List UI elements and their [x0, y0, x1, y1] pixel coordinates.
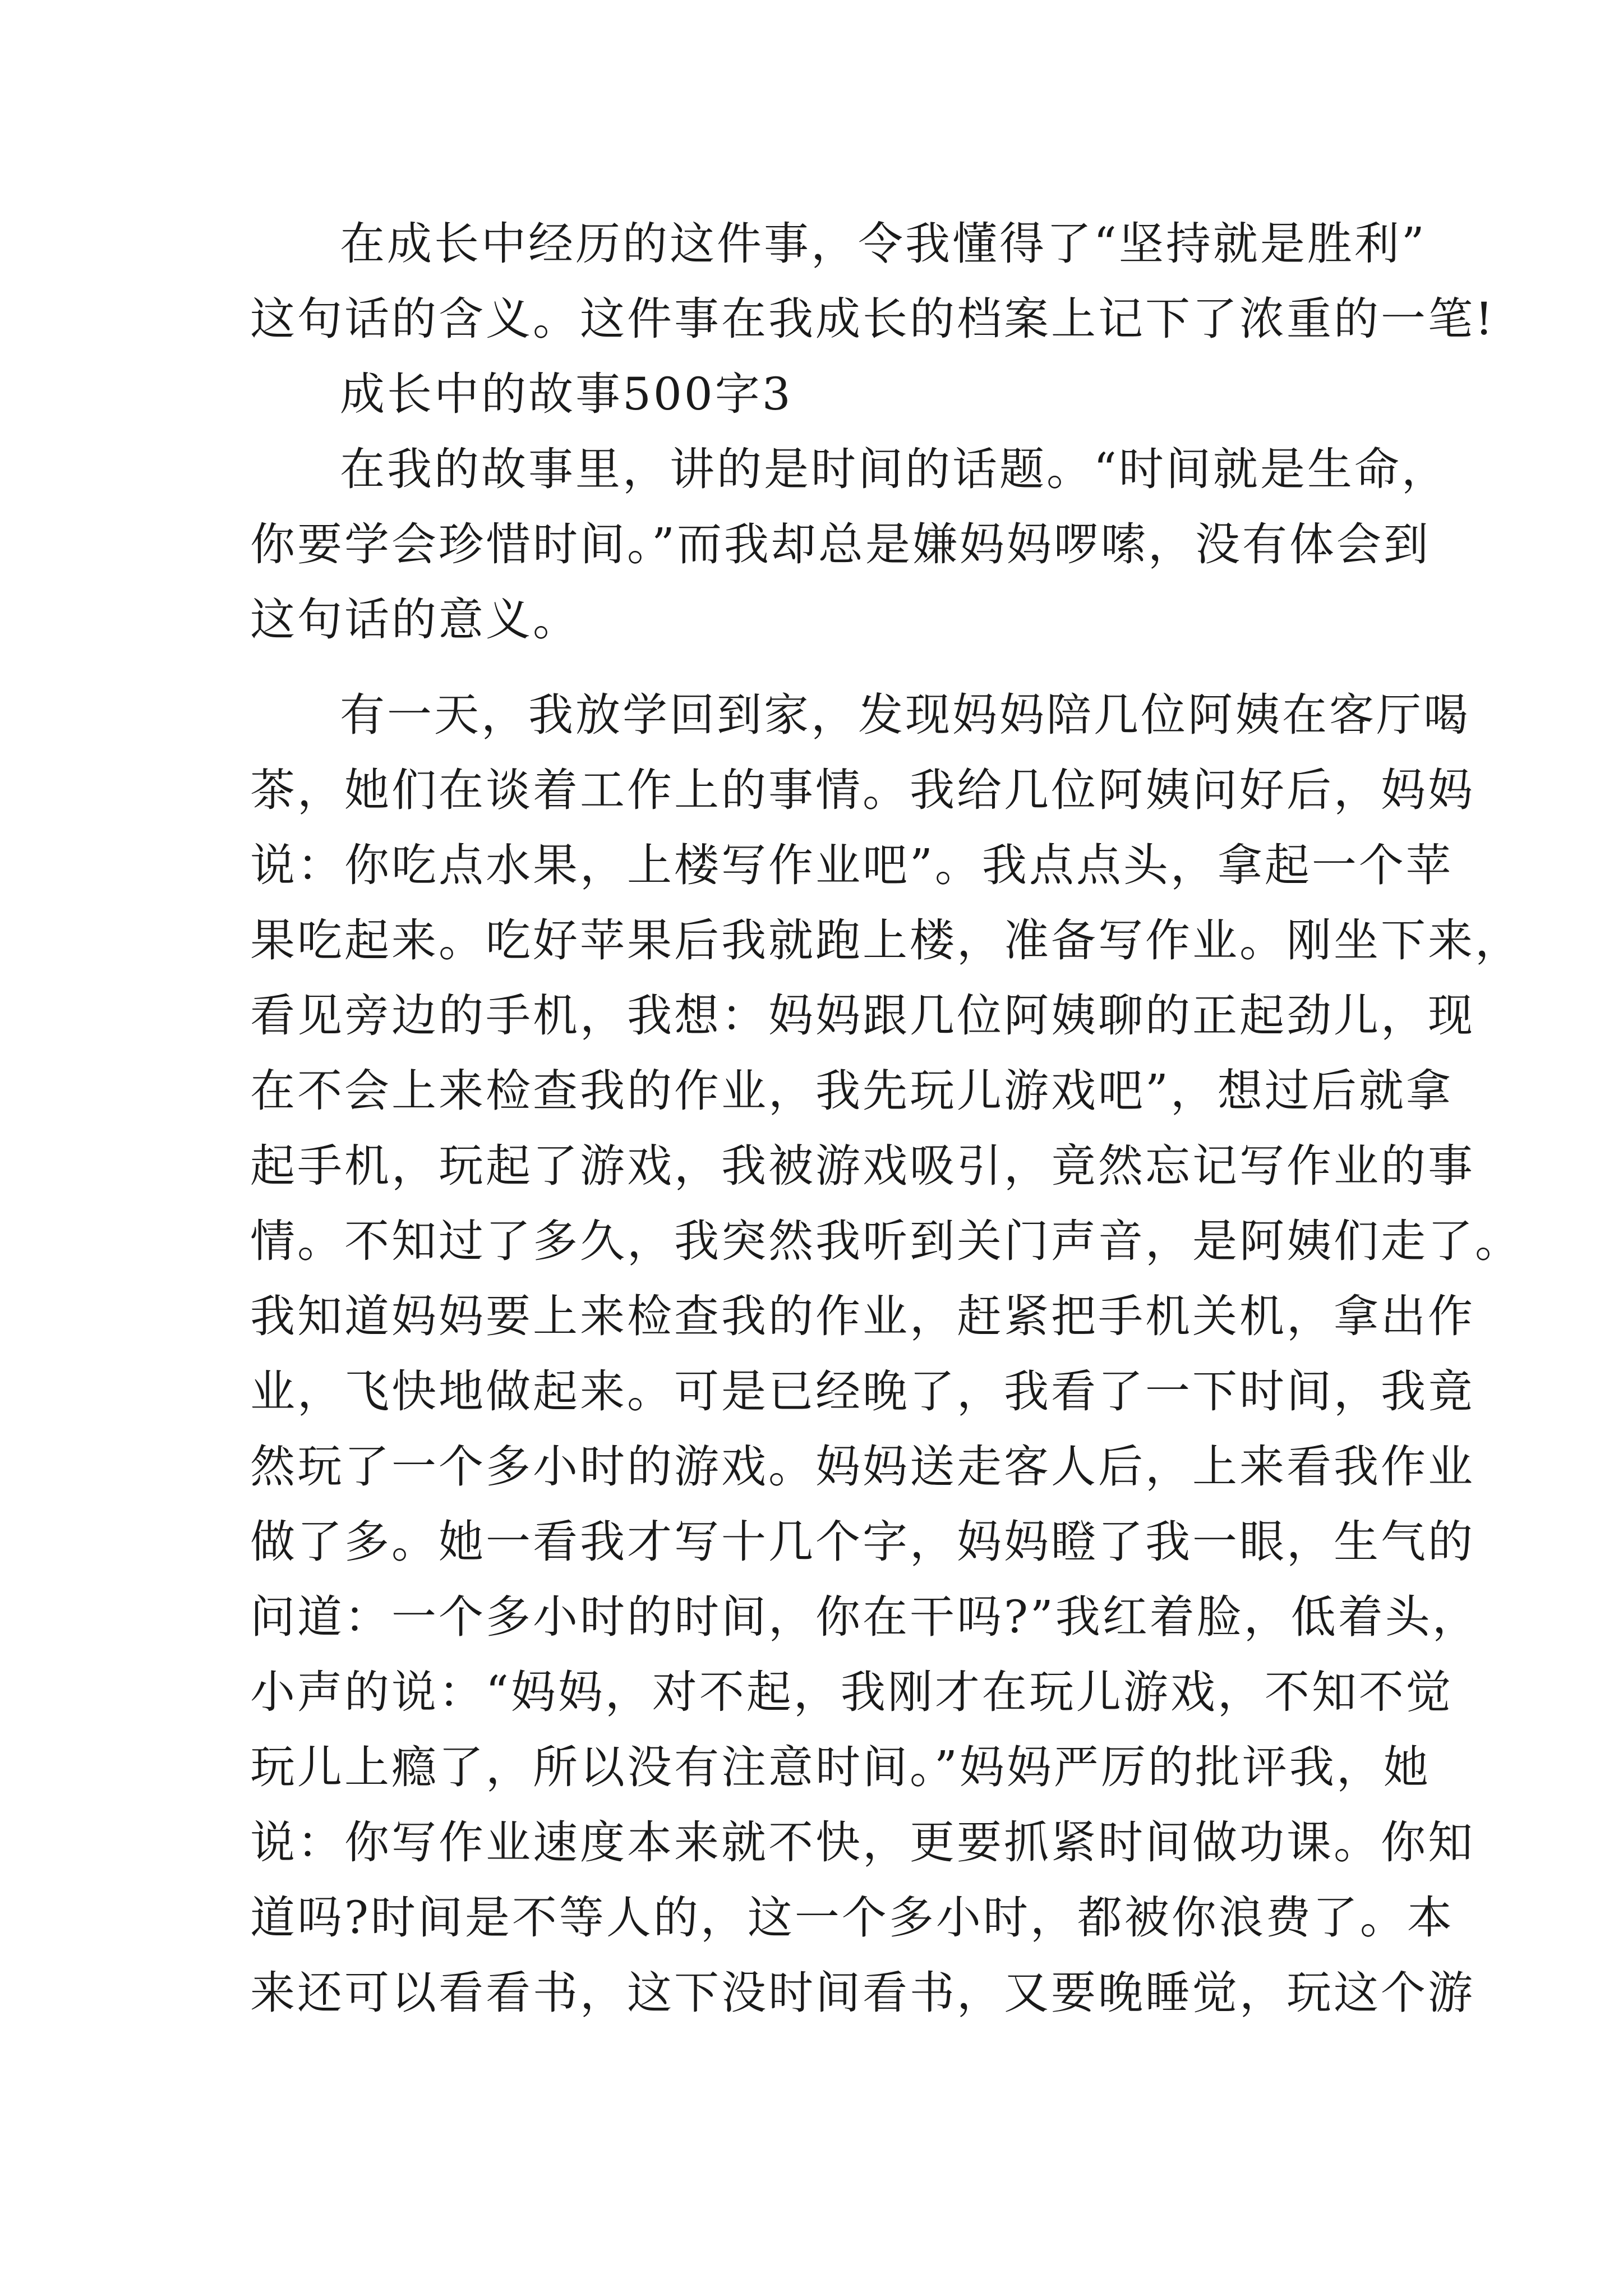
paragraph-line: 茶，她们在谈着工作上的事情。我给几位阿姨问好后，妈妈 [250, 764, 1475, 816]
paragraph-story [250, 678, 1522, 2031]
paragraph-line: 做了多。她一看我才写十几个字，妈妈瞪了我一眼，生气的 [250, 1516, 1475, 1568]
paragraph-line: 你要学会珍惜时间。”而我却总是嫌妈妈啰嗦，没有体会到 [250, 518, 1431, 570]
section-heading: 成长中的故事500字3 [340, 368, 793, 420]
paragraph-conclusion [250, 206, 1496, 357]
paragraph-line: 玩儿上瘾了，所以没有注意时间。”妈妈严厉的批评我，她 [250, 1741, 1431, 1793]
paragraph-line: 起手机，玩起了游戏，我被游戏吸引，竟然忘记写作业的事 [250, 1140, 1475, 1192]
paragraph-line: 业，飞快地做起来。可是已经晚了，我看了一下时间，我竟 [250, 1365, 1475, 1418]
paragraph-line: 来还可以看看书，这下没时间看书，又要晚睡觉，玩这个游 [250, 1967, 1475, 2019]
paragraph-line: 在不会上来检查我的作业，我先玩儿游戏吧”，想过后就拿 [250, 1065, 1453, 1117]
paragraph-line: 说：你写作业速度本来就不快，更要抓紧时间做功课。你知 [250, 1816, 1475, 1869]
paragraph-line: 情。不知过了多久，我突然我听到关门声音，是阿姨们走了。 [250, 1215, 1522, 1267]
paragraph-line: 然玩了一个多小时的游戏。妈妈送走客人后，上来看我作业 [250, 1441, 1475, 1493]
paragraph-line: 有一天，我放学回到家，发现妈妈陪几位阿姨在客厅喝 [340, 689, 1470, 741]
paragraph-line: 问道：一个多小时的时间，你在干吗?”我红着脸，低着头， [250, 1591, 1479, 1643]
document-body [250, 206, 1522, 2031]
paragraph-line: 说：你吃点水果，上楼写作业吧”。我点点头，拿起一个苹 [250, 839, 1453, 891]
paragraph-line: 果吃起来。吃好苹果后我就跑上楼，准备写作业。刚坐下来， [250, 914, 1522, 967]
paragraph-line: 看见旁边的手机，我想：妈妈跟几位阿姨聊的正起劲儿，现 [250, 990, 1475, 1042]
paragraph-line: 小声的说：“妈妈，对不起，我刚才在玩儿游戏，不知不觉 [250, 1666, 1453, 1718]
paragraph-line: 道吗?时间是不等人的，这一个多小时，都被你浪费了。本 [250, 1892, 1454, 1944]
paragraph-line: 这句话的含义。这件事在我成长的档案上记下了浓重的一笔! [250, 293, 1496, 345]
paragraph-line: 在我的故事里，讲的是时间的话题。“时间就是生命， [340, 443, 1449, 495]
paragraph-line: 在成长中经历的这件事，令我懂得了“坚持就是胜利” [340, 218, 1427, 270]
paragraph-line: 我知道妈妈要上来检查我的作业，赶紧把手机关机，拿出作 [250, 1290, 1475, 1342]
paragraph-intro [250, 432, 1449, 657]
paragraph-line: 这句话的意义。 [250, 593, 580, 646]
